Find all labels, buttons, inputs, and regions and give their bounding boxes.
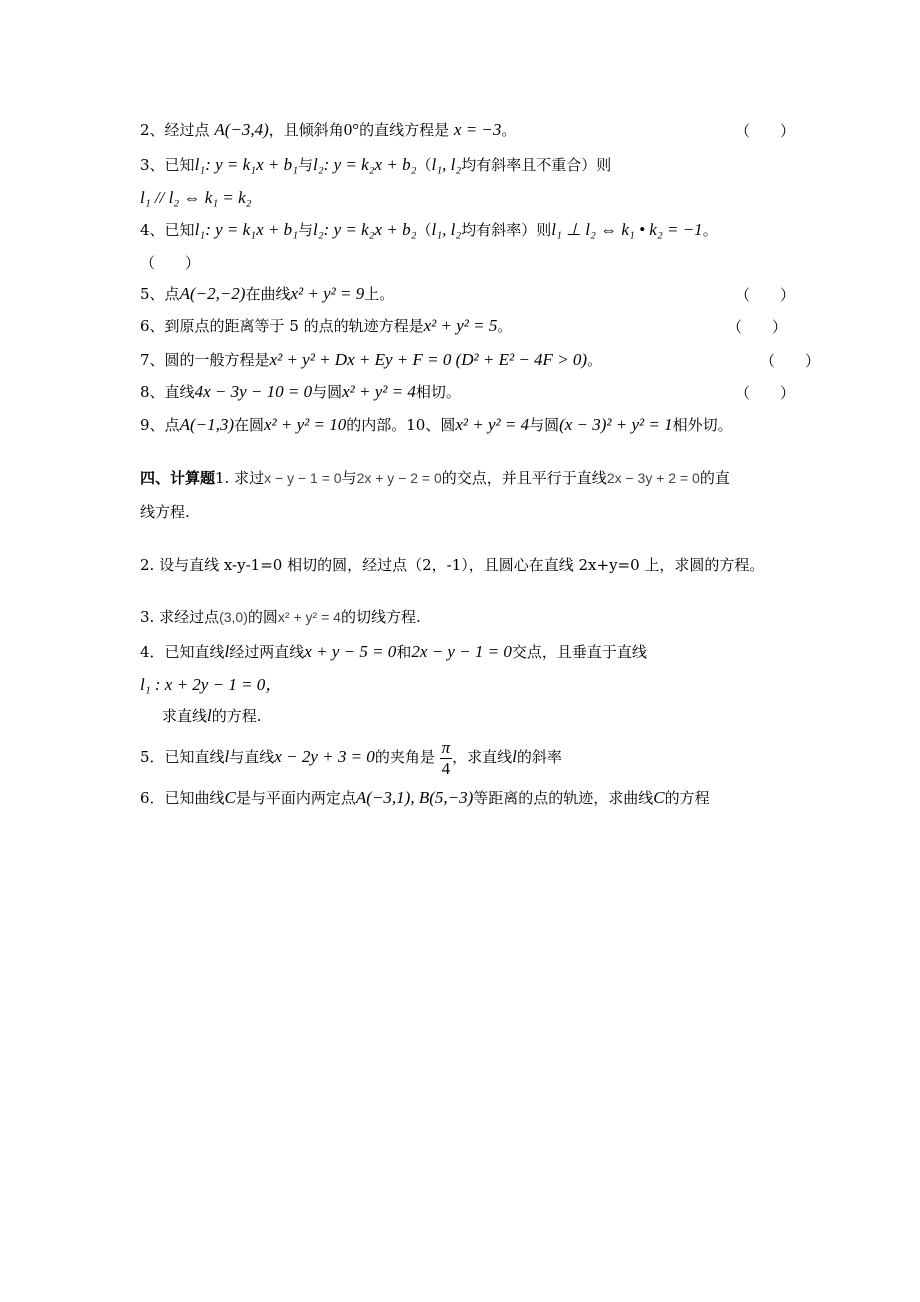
math-angle: 0° xyxy=(343,120,360,139)
item-number: 8、 xyxy=(140,383,165,401)
math-circle: x² + y² = 10 xyxy=(264,415,347,434)
math-line: x + y − 5 = 0 xyxy=(304,642,397,661)
item-text: （ xyxy=(416,221,432,239)
item-text: 经过点 xyxy=(164,121,210,139)
item-text: 与 xyxy=(298,221,314,239)
item-text: 和 xyxy=(396,643,412,661)
item-number: 9、 xyxy=(140,416,165,434)
item-text: 的夹角是 xyxy=(374,748,435,766)
math-var: l xyxy=(512,747,517,766)
math-var: C xyxy=(224,788,236,807)
math-line: 2x − 3y + 2 = 0 xyxy=(606,470,700,486)
item-text: 与圆 xyxy=(312,383,343,401)
item-text: 的圆 xyxy=(247,608,278,626)
item-text: 等距离的点的轨迹，求曲线 xyxy=(473,789,654,807)
item-text: 在圆 xyxy=(234,416,265,434)
item-text: 与 xyxy=(298,156,314,174)
item-text: 与圆 xyxy=(529,416,560,434)
item-text: 的直 xyxy=(699,469,730,487)
math-line-l2: l₂: y = k₂x + b₂ xyxy=(313,220,417,239)
math-circle: (x − 3)² + y² = 1 xyxy=(559,415,673,434)
fraction-numerator: π xyxy=(441,737,451,757)
item-number: 5、 xyxy=(140,285,165,303)
item-number: 4、 xyxy=(140,221,165,239)
item-number: 3、 xyxy=(140,156,165,174)
judge-item-9 xyxy=(140,415,733,435)
math-point: A(−2,−2) xyxy=(179,284,246,303)
answer-parens: （ ） xyxy=(760,352,821,370)
math-var: l xyxy=(224,642,230,661)
item-text: 3. 求经过点 xyxy=(140,608,220,626)
math-perpendicular: l₁ ⊥ l₂ ⇔ k₁ • k₂ = −1 xyxy=(551,220,703,239)
item-text: 上。 xyxy=(364,285,395,303)
math-line-l1: l₁ : x + 2y − 1 = 0， xyxy=(140,675,283,694)
math-circle: x² + y² = 4 xyxy=(455,415,530,434)
item-text: 与 xyxy=(341,469,357,487)
calc-problem-5 xyxy=(140,735,562,779)
item-text: 到原点的距离等于 5 的点的轨迹方程是 xyxy=(164,317,424,335)
math-line: 2x + y − 2 = 0 xyxy=(356,470,442,486)
math-point: A(−3,4) xyxy=(214,120,269,139)
answer-parens: （ ） xyxy=(140,254,201,272)
answer-parens: （ ） xyxy=(735,122,796,140)
judge-item-3-line2 xyxy=(140,188,252,208)
judge-item-7 xyxy=(140,350,602,370)
item-text: 点 xyxy=(164,285,180,303)
math-point: (3,0) xyxy=(219,609,248,625)
fraction-denominator: 4 xyxy=(441,758,451,778)
math-circle: x² + y² = 4 xyxy=(277,609,341,625)
math-line-l1: l₁: y = k₁x + b₁ xyxy=(194,155,299,174)
item-text: 线方程. xyxy=(140,503,190,521)
math-line-l2: l₂: y = k₂x + b₂ xyxy=(313,155,417,174)
item-text: 已知 xyxy=(164,156,195,174)
item-text: 的切线方程. xyxy=(340,608,421,626)
item-number: 7、 xyxy=(140,351,165,369)
judge-item-2 xyxy=(140,120,516,140)
item-text: 均有斜率）则 xyxy=(461,221,552,239)
item-text: 4．已知直线 xyxy=(140,643,225,661)
item-text: 与直线 xyxy=(229,748,275,766)
calc-problem-4-line2 xyxy=(140,675,282,695)
math-var: l xyxy=(207,706,212,725)
math-line-l1: l₁: y = k₁x + b₁ xyxy=(194,220,299,239)
item-text: 交点，且垂直于直线 xyxy=(511,643,647,661)
item-text: ，且倾斜角 xyxy=(268,121,344,139)
calc-problem-1-line2 xyxy=(140,502,190,522)
item-text: 的直线方程是 xyxy=(359,121,450,139)
math-line: 2x − y − 1 = 0 xyxy=(411,642,512,661)
math-points: A(−3,1), B(5,−3) xyxy=(355,788,474,807)
item-text: 的方程. xyxy=(211,707,262,725)
answer-parens: （ ） xyxy=(735,384,796,402)
math-circle: x² + y² = 9 xyxy=(290,284,365,303)
math-lines: l₁, l₂ xyxy=(431,155,462,174)
answer-parens: （ ） xyxy=(735,286,796,304)
item-text: 的方程 xyxy=(664,789,710,807)
judge-item-5 xyxy=(140,284,394,304)
math-circle: x² + y² = 5 xyxy=(423,316,498,335)
calc-problem-4 xyxy=(140,642,647,662)
math-point: A(−1,3) xyxy=(179,415,234,434)
calc-problem-3 xyxy=(140,607,421,627)
answer-parens: （ ） xyxy=(727,318,788,336)
item-text: 1. 求过 xyxy=(215,469,265,487)
calc-problem-2 xyxy=(140,555,764,575)
item-text: 求直线 xyxy=(162,707,208,725)
math-var: C xyxy=(653,788,665,807)
judge-item-8 xyxy=(140,382,461,402)
judge-item-4 xyxy=(140,220,718,240)
item-number: 6、 xyxy=(140,317,165,335)
judge-item-3 xyxy=(140,155,611,175)
item-text: 。 xyxy=(702,221,718,239)
item-text: 。 xyxy=(587,351,603,369)
item-text: 6．已知曲线 xyxy=(140,789,225,807)
calc-problem-1 xyxy=(140,468,730,488)
item-text: 直线 xyxy=(164,383,195,401)
item-number: 2、 xyxy=(140,121,165,139)
calc-problem-6 xyxy=(140,788,710,808)
math-line: 4x − 3y − 10 = 0 xyxy=(194,382,313,401)
item-text: 的内部。10、圆 xyxy=(346,416,456,434)
item-text: 2. 设与直线 x-y-1=0 相切的圆，经过点（2，-1），且圆心在直线 2x+y=0 上，求圆的方程。 xyxy=(140,556,765,574)
judge-item-6 xyxy=(140,316,512,336)
item-text: 5．已知直线 xyxy=(140,748,225,766)
item-text: 相外切。 xyxy=(672,416,733,434)
item-text: 的斜率 xyxy=(516,748,562,766)
item-text: （ xyxy=(416,156,432,174)
item-text: 相切。 xyxy=(415,383,461,401)
item-text: 。 xyxy=(497,317,513,335)
item-text: 已知 xyxy=(164,221,195,239)
item-text: ，求直线 xyxy=(452,748,513,766)
item-text: 的交点，并且平行于直线 xyxy=(441,469,607,487)
math-circle: x² + y² = 4 xyxy=(342,382,416,401)
item-text: 。 xyxy=(501,121,517,139)
math-fraction xyxy=(440,738,453,779)
math-general-circle: x² + y² + Dx + Ey + F = 0 (D² + E² − 4F > 0) xyxy=(269,350,588,369)
math-line: x − y − 1 = 0 xyxy=(264,470,342,486)
section-title: 四、计算题 xyxy=(140,469,216,487)
item-text: 经过两直线 xyxy=(229,643,305,661)
math-line: x − 2y + 3 = 0 xyxy=(274,747,375,766)
item-text: 均有斜率且不重合）则 xyxy=(461,156,612,174)
item-text: 在曲线 xyxy=(245,285,291,303)
math-parallel: l₁ // l₂ ⇔ k₁ = k₂ xyxy=(140,188,252,207)
math-lines: l₁, l₂ xyxy=(431,220,462,239)
item-text: 圆的一般方程是 xyxy=(164,351,270,369)
item-text: 是与平面内两定点 xyxy=(235,789,356,807)
math-equation: x = −3 xyxy=(453,120,502,139)
calc-problem-4-line3 xyxy=(162,706,262,726)
item-text: 点 xyxy=(164,416,180,434)
math-var: l xyxy=(224,747,230,766)
